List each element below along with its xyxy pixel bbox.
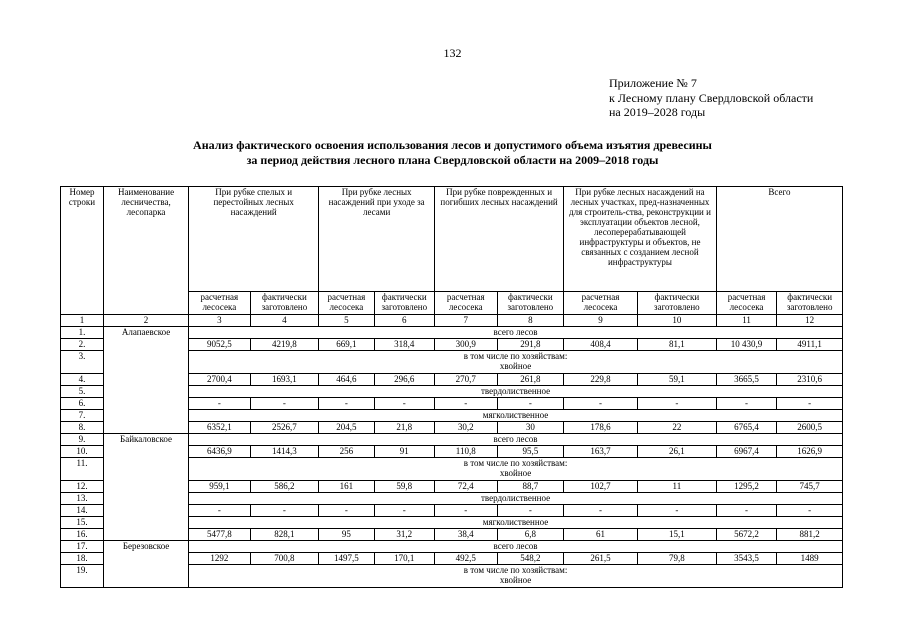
value-cell: 5672,2	[716, 529, 776, 541]
value-cell: 72,4	[435, 481, 498, 493]
value-cell: 88,7	[497, 481, 564, 493]
subheader-fact: фактически заготовлено	[497, 292, 564, 315]
column-number: 10	[637, 315, 716, 327]
value-cell: 229,8	[564, 374, 638, 386]
value-cell: 11	[637, 481, 716, 493]
value-cell: -	[250, 398, 319, 410]
row-number: 3.	[61, 351, 104, 374]
value-cell: 408,4	[564, 339, 638, 351]
appendix-note	[609, 76, 813, 120]
value-cell: -	[637, 398, 716, 410]
category-label: твердолиственное	[480, 493, 551, 503]
value-cell: -	[637, 505, 716, 517]
value-cell: 1626,9	[777, 446, 843, 458]
row-number: 10.	[61, 446, 104, 458]
value-cell: 4911,1	[777, 339, 843, 351]
category-label-cell	[189, 327, 843, 339]
value-cell: 38,4	[435, 529, 498, 541]
value-cell: 291,8	[497, 339, 564, 351]
category-label: мягколиственное	[482, 410, 549, 420]
header-group-mature: При рубке спелых и перестойных лесных насаждений	[189, 187, 319, 292]
value-cell: 91	[374, 446, 434, 458]
value-cell: 3543,5	[716, 553, 776, 565]
header-group-construction: При рубке лесных насаждений на лесных участках, пред-назначенных для строитель-ства, реконструкции и эксплуатации объектов лесной, лесоперерабатывающей инфраструктуры и объектов, не связанных с созданием лесной инфраструктуры	[564, 187, 717, 292]
value-cell: 261,8	[497, 374, 564, 386]
value-cell: 1295,2	[716, 481, 776, 493]
value-cell: 204,5	[319, 422, 374, 434]
table-row	[61, 327, 843, 339]
column-number: 7	[435, 315, 498, 327]
value-cell: 3665,5	[716, 374, 776, 386]
value-cell: -	[564, 398, 638, 410]
forestry-name: Березовское	[104, 541, 189, 588]
value-cell: 15,1	[637, 529, 716, 541]
value-cell: -	[319, 398, 374, 410]
value-cell: 256	[319, 446, 374, 458]
column-number: 12	[777, 315, 843, 327]
header-row-number: Номер строки	[61, 187, 104, 315]
row-number: 9.	[61, 434, 104, 446]
subheader-fact: фактически заготовлено	[777, 292, 843, 315]
row-number: 6.	[61, 398, 104, 410]
column-number: 8	[497, 315, 564, 327]
subheader-calc: расчетная лесосека	[564, 292, 638, 315]
category-label: в том числе по хозяйствам:	[463, 351, 568, 361]
value-cell: -	[716, 398, 776, 410]
header-forestry-name: Наименование лесничества, лесопарка	[104, 187, 189, 315]
value-cell: 318,4	[374, 339, 434, 351]
value-cell: -	[777, 505, 843, 517]
column-number: 2	[104, 315, 189, 327]
table-row	[61, 541, 843, 553]
subheader-fact: фактически заготовлено	[250, 292, 319, 315]
value-cell: 586,2	[250, 481, 319, 493]
value-cell: -	[189, 398, 250, 410]
value-cell: 170,1	[374, 553, 434, 565]
column-number: 3	[189, 315, 250, 327]
column-number: 11	[716, 315, 776, 327]
value-cell: -	[716, 505, 776, 517]
value-cell: 6352,1	[189, 422, 250, 434]
value-cell: 261,5	[564, 553, 638, 565]
value-cell: 79,8	[637, 553, 716, 565]
category-label-cell	[189, 517, 843, 529]
appendix-line-1: Приложение № 7	[609, 76, 697, 90]
value-cell: 6436,9	[189, 446, 250, 458]
column-number: 1	[61, 315, 104, 327]
row-number: 11.	[61, 458, 104, 481]
row-number: 2.	[61, 339, 104, 351]
subheader-calc: расчетная лесосека	[716, 292, 776, 315]
data-table	[60, 186, 843, 588]
value-cell: -	[435, 398, 498, 410]
value-cell: 31,2	[374, 529, 434, 541]
forestry-name: Байкаловское	[104, 434, 189, 541]
row-number: 4.	[61, 374, 104, 386]
category-label-cell	[189, 493, 843, 505]
value-cell: 296,6	[374, 374, 434, 386]
value-cell: 1693,1	[250, 374, 319, 386]
value-cell: 270,7	[435, 374, 498, 386]
value-cell: 669,1	[319, 339, 374, 351]
category-label-cell	[189, 434, 843, 446]
row-number: 16.	[61, 529, 104, 541]
value-cell: 21,8	[374, 422, 434, 434]
value-cell: 30	[497, 422, 564, 434]
value-cell: -	[189, 505, 250, 517]
category-label: в том числе по хозяйствам:	[463, 565, 568, 575]
value-cell: 30,2	[435, 422, 498, 434]
value-cell: 6,8	[497, 529, 564, 541]
appendix-line-3: на 2019–2028 годы	[609, 105, 706, 119]
value-cell: 828,1	[250, 529, 319, 541]
value-cell: 1292	[189, 553, 250, 565]
column-number: 5	[319, 315, 374, 327]
value-cell: 464,6	[319, 374, 374, 386]
value-cell: -	[319, 505, 374, 517]
value-cell: 700,8	[250, 553, 319, 565]
value-cell: 81,1	[637, 339, 716, 351]
table-row	[61, 434, 843, 446]
value-cell: -	[435, 505, 498, 517]
subheader-calc: расчетная лесосека	[319, 292, 374, 315]
row-number: 19.	[61, 565, 104, 588]
value-cell: 1414,3	[250, 446, 319, 458]
value-cell: 59,8	[374, 481, 434, 493]
title-line-1: Анализ фактического освоения использования лесов и допустимого объема изъятия древесины	[193, 138, 712, 152]
category-label-cell	[189, 351, 843, 374]
row-number: 7.	[61, 410, 104, 422]
forestry-name: Алапаевское	[104, 327, 189, 434]
subheader-calc: расчетная лесосека	[435, 292, 498, 315]
page-number: 132	[443, 46, 462, 60]
subheader-calc: расчетная лесосека	[189, 292, 250, 315]
category-label-cell	[189, 386, 843, 398]
value-cell: 61	[564, 529, 638, 541]
appendix-line-2: к Лесному плану Свердловской области	[609, 90, 814, 105]
value-cell: 6967,4	[716, 446, 776, 458]
value-cell: 95,5	[497, 446, 564, 458]
value-cell: 163,7	[564, 446, 638, 458]
category-label-cell	[189, 410, 843, 422]
category-label: всего лесов	[493, 541, 538, 551]
value-cell: 881,2	[777, 529, 843, 541]
value-cell: 2700,4	[189, 374, 250, 386]
category-label: в том числе по хозяйствам:	[463, 458, 568, 468]
row-number: 12.	[61, 481, 104, 493]
value-cell: 22	[637, 422, 716, 434]
category-label: мягколиственное	[482, 517, 549, 527]
value-cell: 9052,5	[189, 339, 250, 351]
row-number: 17.	[61, 541, 104, 553]
row-number: 18.	[61, 553, 104, 565]
column-number: 9	[564, 315, 638, 327]
category-label: всего лесов	[493, 327, 538, 337]
header-group-care: При рубке лесных насаждений при уходе за лесами	[319, 187, 435, 292]
title-line-2: за период действия лесного плана Свердловской области на 2009–2018 годы	[246, 152, 659, 167]
header-group-damaged: При рубке поврежденных и погибших лесных насаждений	[435, 187, 564, 292]
category-label-cell	[189, 565, 843, 588]
row-number: 14.	[61, 505, 104, 517]
value-cell: 4219,8	[250, 339, 319, 351]
row-number: 13.	[61, 493, 104, 505]
value-cell: 745,7	[777, 481, 843, 493]
value-cell: 1489	[777, 553, 843, 565]
subheader-fact: фактически заготовлено	[374, 292, 434, 315]
value-cell: 110,8	[435, 446, 498, 458]
row-number: 1.	[61, 327, 104, 339]
value-cell: -	[564, 505, 638, 517]
category-label: твердолиственное	[480, 386, 551, 396]
header-group-total: Всего	[716, 187, 842, 292]
category-label: всего лесов	[493, 434, 538, 444]
value-cell: 2310,6	[777, 374, 843, 386]
value-cell: 492,5	[435, 553, 498, 565]
category-sublabel: хвойное	[499, 575, 532, 585]
row-number: 5.	[61, 386, 104, 398]
value-cell: -	[374, 398, 434, 410]
value-cell: 2600,5	[777, 422, 843, 434]
value-cell: 10 430,9	[716, 339, 776, 351]
value-cell: 5477,8	[189, 529, 250, 541]
value-cell: 548,2	[497, 553, 564, 565]
category-sublabel: хвойное	[499, 361, 532, 371]
value-cell: 178,6	[564, 422, 638, 434]
value-cell: 26,1	[637, 446, 716, 458]
value-cell: 300,9	[435, 339, 498, 351]
row-number: 8.	[61, 422, 104, 434]
value-cell: 1497,5	[319, 553, 374, 565]
value-cell: 2526,7	[250, 422, 319, 434]
value-cell: 102,7	[564, 481, 638, 493]
column-number: 4	[250, 315, 319, 327]
value-cell: -	[777, 398, 843, 410]
value-cell: 95	[319, 529, 374, 541]
value-cell: -	[374, 505, 434, 517]
value-cell: -	[497, 398, 564, 410]
category-sublabel: хвойное	[499, 468, 532, 478]
value-cell: 59,1	[637, 374, 716, 386]
value-cell: -	[250, 505, 319, 517]
row-number: 15.	[61, 517, 104, 529]
category-label-cell	[189, 458, 843, 481]
value-cell: -	[497, 505, 564, 517]
value-cell: 6765,4	[716, 422, 776, 434]
document-title	[0, 138, 905, 167]
value-cell: 959,1	[189, 481, 250, 493]
subheader-fact: фактически заготовлено	[637, 292, 716, 315]
column-number: 6	[374, 315, 434, 327]
category-label-cell	[189, 541, 843, 553]
value-cell: 161	[319, 481, 374, 493]
